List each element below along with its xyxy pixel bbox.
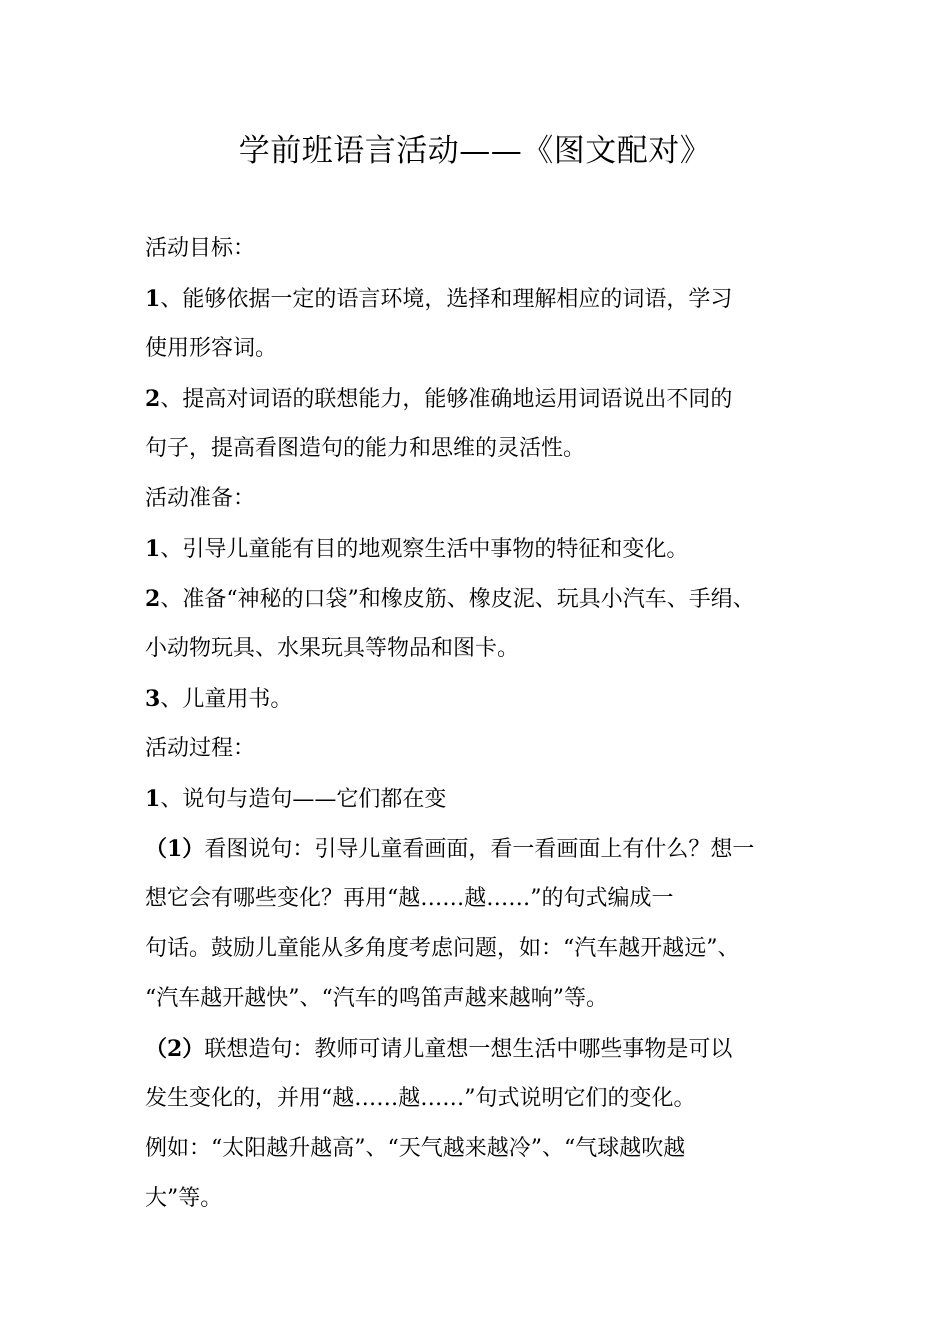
paragraph-line: 使用形容词。 [145,336,278,361]
paragraph-line: 2、准备“神秘的口袋”和橡皮筋、橡皮泥、玩具小汽车、手绢、 [145,586,755,612]
paragraph-line: 大”等。 [145,1186,223,1211]
section-heading-goals: 活动目标： [145,236,256,261]
paragraph-line: 句话。鼓励儿童能从多角度考虑问题，如：“汽车越开越远”、 [145,936,740,961]
paragraph-line: 例如：“太阳越升越高”、“天气越来越冷”、“气球越吹越 [145,1136,686,1161]
section-heading-preparation: 活动准备： [145,486,256,511]
paragraph-line: 1、引导儿童能有目的地观察生活中事物的特征和变化。 [145,536,689,562]
paragraph-line: （2）联想造句：教师可请儿童想一想生活中哪些事物是可以 [145,1036,733,1062]
paragraph-line: 3、儿童用书。 [145,686,293,712]
paragraph-line: （1）看图说句：引导儿童看画面，看一看画面上有什么？想一 [145,836,755,862]
section-heading-process: 活动过程： [145,736,256,761]
paragraph-line: 句子，提高看图造句的能力和思维的灵活性。 [145,436,586,461]
paragraph-line: 2、提高对词语的联想能力，能够准确地运用词语说出不同的 [145,386,733,412]
paragraph-line: 1、说句与造句——它们都在变 [145,786,447,812]
paragraph-line: 小动物玩具、水果玩具等物品和图卡。 [145,636,520,661]
paragraph-line: 发生变化的，并用“越……越……”句式说明它们的变化。 [145,1086,696,1111]
document-title: 学前班语言活动——《图文配对》 [238,133,712,169]
paragraph-line: “汽车越开越快”、“汽车的鸣笛声越来越响”等。 [145,986,608,1011]
paragraph-line: 想它会有哪些变化？再用“越……越……”的句式编成一 [145,886,674,911]
document-body [145,224,817,1224]
paragraph-line: 1、能够依据一定的语言环境，选择和理解相应的词语，学习 [145,286,733,312]
